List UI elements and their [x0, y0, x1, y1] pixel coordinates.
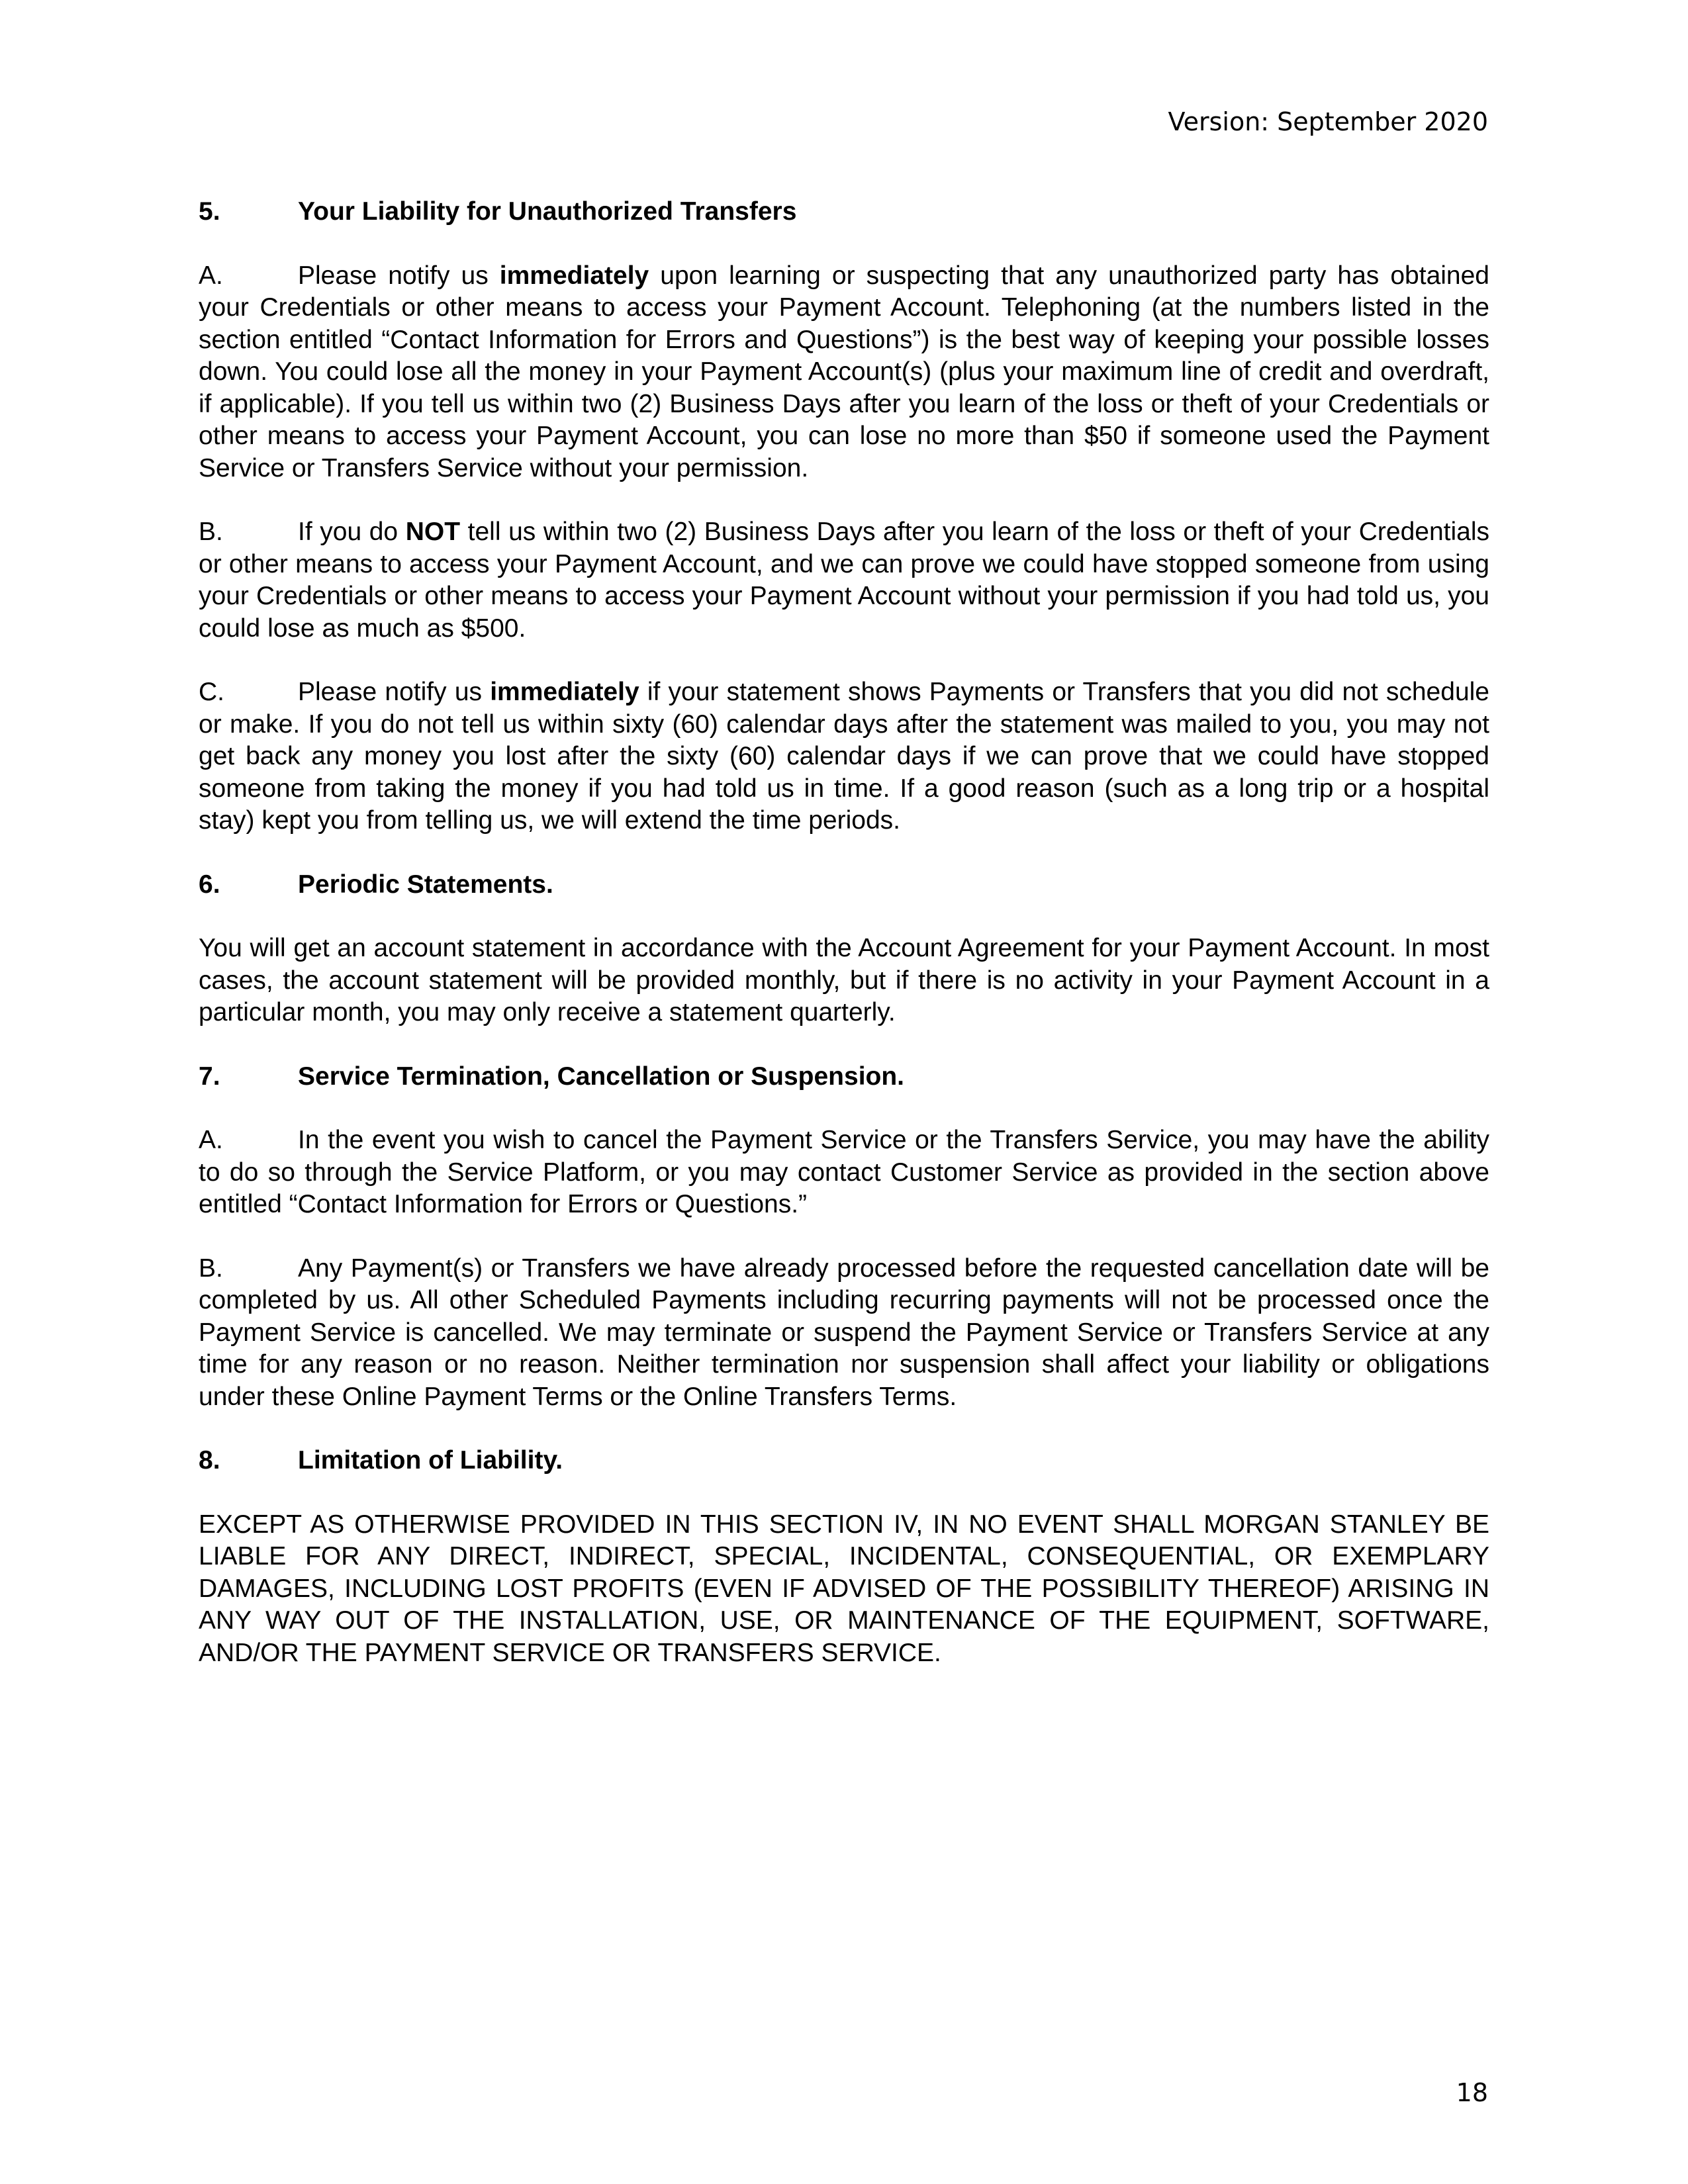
paragraph-text: if your statement shows Payments or Transfers that you did not schedule or make. If you do not tell us within sixty (60) calendar days after the statement was mailed to you, you may not get back any money you lost after the sixty (60) calendar days if we can prove that we could have stopped someone from taking the money if you had told us in time. If a good reason (such as a long trip or a hospital stay) kept you from telling us, we will extend the time periods. [199, 678, 1489, 835]
section-7-heading [199, 1061, 1489, 1093]
paragraph-text: In the event you wish to cancel the Payment Service or the Transfers Service, you may have the ability to do so through the Service Platform, or you may contact Customer Service as provided in the section above entitled “Contact Information for Errors or Questions.” [199, 1126, 1489, 1218]
section-8-heading [199, 1445, 1489, 1477]
emphasis-text: NOT [405, 518, 461, 546]
section-title: Your Liability for Unauthorized Transfers [298, 197, 797, 226]
section-5-heading [199, 196, 1489, 228]
section-5-paragraph-b [199, 516, 1489, 645]
section-6-heading [199, 869, 1489, 901]
document-body [199, 196, 1489, 1669]
paragraph-text: If you do [298, 518, 406, 546]
section-number: 5. [199, 197, 220, 226]
version-label: Version: September 2020 [1168, 107, 1488, 136]
paragraph-marker: C. [199, 678, 224, 706]
section-number: 8. [199, 1446, 220, 1475]
paragraph-marker: B. [199, 518, 223, 546]
section-number: 6. [199, 870, 220, 899]
paragraph-text: Any Payment(s) or Transfers we have already processed before the requested cancellation date will be completed by us. All other Scheduled Payments including recurring payments will not be processed once the Payment Service is cancelled. We may terminate or suspend the Payment Service or Transfers Service at any time for any reason or no reason. Neither termination nor suspension shall affect your liability or obligations under these Online Payment Terms or the Online Transfers Terms. [199, 1253, 1489, 1411]
paragraph-marker: B. [199, 1253, 223, 1283]
section-8-paragraph: EXCEPT AS OTHERWISE PROVIDED IN THIS SECTION IV, IN NO EVENT SHALL MORGAN STANLEY BE LIABLE FOR ANY DIRECT, INDIRECT, SPECIAL, INCIDENTAL, CONSEQUENTIAL, OR EXEMPLARY DAMAGES, INCLUDING LOST PROFITS (EVEN IF ADVISED OF THE POSSIBILITY THEREOF) ARISING IN ANY WAY OUT OF THE INSTALLATION, USE, OR MAINTENANCE OF THE EQUIPMENT, SOFTWARE, AND/OR THE PAYMENT SERVICE OR TRANSFERS SERVICE. [199, 1510, 1489, 1667]
section-title: Service Termination, Cancellation or Suspension. [298, 1062, 905, 1091]
section-5-paragraph-a [199, 260, 1489, 485]
paragraph-marker: A. [199, 1126, 223, 1154]
paragraph-text: upon learning or suspecting that any unauthorized party has obtained your Credentials or other means to access your Payment Account. Telephoning (at the numbers listed in the section entitled “Contact Information for Errors and Questions”) is the best way of keeping your possible losses down. You could lose all the money in your Payment Account(s) (plus your maximum line of credit and overdraft, if applicable). If you tell us within two (2) Business Days after you learn of the loss or theft of your Credentials or other means to access your Payment Account, you can lose no more than $50 if someone used the Payment Service or Transfers Service without your permission. [199, 261, 1489, 482]
page-number: 18 [1456, 2078, 1488, 2107]
emphasis-text: immediately [499, 261, 649, 290]
section-title: Limitation of Liability. [298, 1446, 563, 1475]
emphasis-text: immediately [490, 678, 639, 706]
section-6-paragraph: You will get an account statement in accordance with the Account Agreement for your Payment Account. In most cases, the account statement will be provided monthly, but if there is no activity in your Payment Account in a particular month, you may only receive a statement quarterly. [199, 934, 1489, 1026]
section-5-paragraph-c [199, 676, 1489, 837]
paragraph-text: Please notify us [298, 261, 500, 290]
section-7-paragraph-b [199, 1253, 1489, 1414]
paragraph-marker: A. [199, 261, 223, 290]
paragraph-text: Please notify us [298, 678, 491, 706]
section-7-paragraph-a [199, 1124, 1489, 1221]
paragraph-text: tell us within two (2) Business Days after you learn of the loss or theft of your Credentials or other means to access your Payment Account, and we can prove we could have stopped someone from using your Credentials or other means to access your Payment Account without your permission if you had told us, you could lose as much as $500. [199, 518, 1489, 643]
section-number: 7. [199, 1062, 220, 1091]
section-title: Periodic Statements. [298, 870, 553, 899]
